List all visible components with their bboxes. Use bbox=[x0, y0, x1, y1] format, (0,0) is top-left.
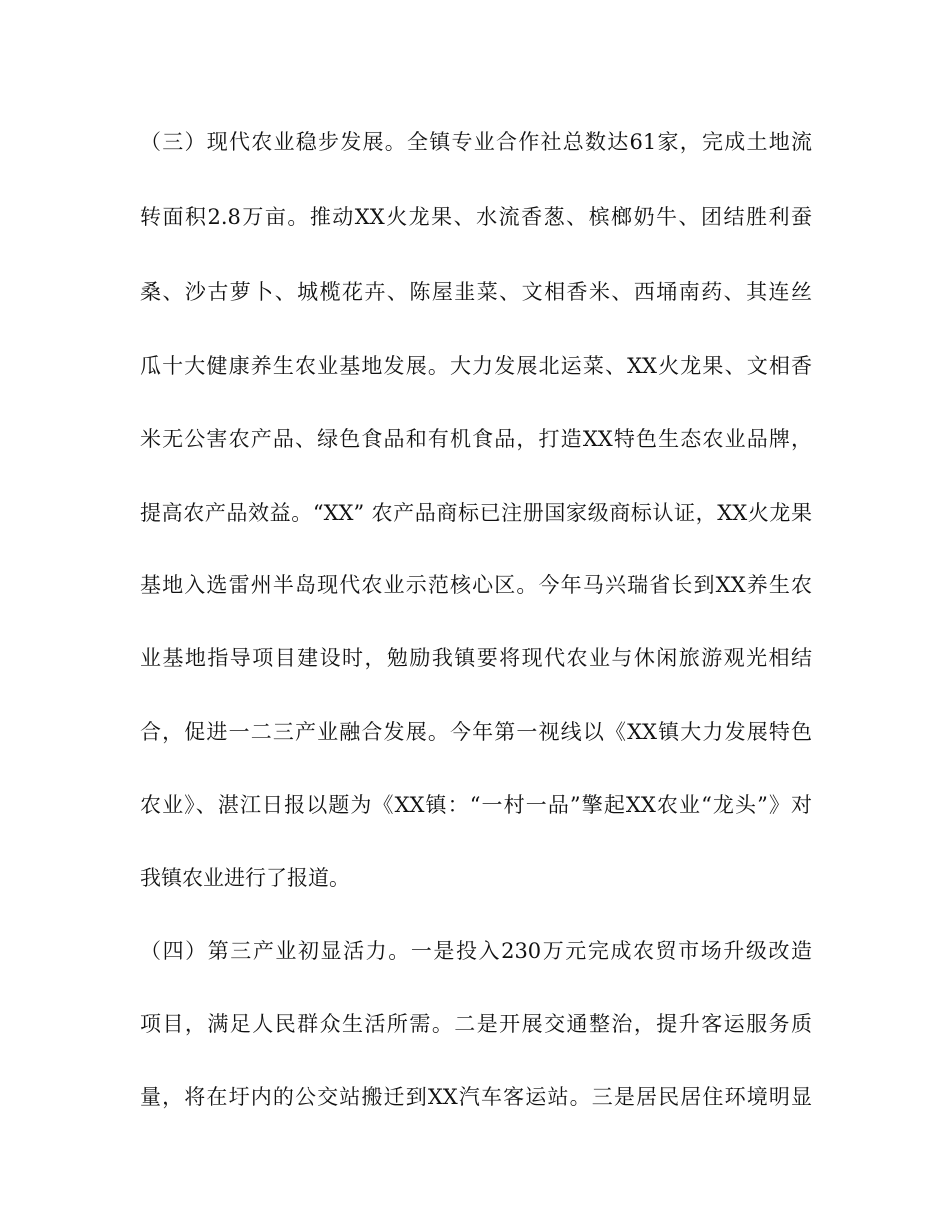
text-line: 项目，满足人民群众生活所需。二是开展交通整治，提升客运服务质 bbox=[140, 1012, 812, 1036]
text-line: 量，将在圩内的公交站搬迁到XX汽车客运站。三是居民居住环境明显 bbox=[140, 1085, 812, 1109]
text-line: 我镇农业进行了报道。 bbox=[140, 866, 350, 890]
text-line: 桑、沙古萝卜、城榄花卉、陈屋韭菜、文相香米、西埇南药、其连丝 bbox=[140, 280, 812, 304]
text-line: 转面积2.8万亩。推动XX火龙果、水流香葱、槟榔奶牛、团结胜利蚕 bbox=[140, 205, 812, 229]
text-line: 合，促进一二三产业融合发展。今年第一视线以《XX镇大力发展特色 bbox=[140, 720, 812, 744]
text-line: 基地入选雷州半岛现代农业示范核心区。今年马兴瑞省长到XX养生农 bbox=[140, 573, 812, 597]
text-line: （四）第三产业初显活力。一是投入230万元完成农贸市场升级改造 bbox=[140, 939, 812, 963]
text-line: 瓜十大健康养生农业基地发展。大力发展北运菜、XX火龙果、文相香 bbox=[140, 354, 812, 378]
text-line: （三）现代农业稳步发展。全镇专业合作社总数达61家，完成土地流 bbox=[140, 130, 812, 154]
text-line: 米无公害农产品、绿色食品和有机食品，打造XX特色生态农业品牌， bbox=[140, 427, 812, 451]
text-line: 业基地指导项目建设时，勉励我镇要将现代农业与休闲旅游观光相结 bbox=[140, 646, 812, 670]
text-line: 农业》、湛江日报以题为《XX镇：“一村一品”擎起XX农业“龙头”》对 bbox=[140, 793, 812, 817]
text-line: 提高农产品效益。“XX” 农产品商标已注册国家级商标认证，XX火龙果 bbox=[140, 501, 812, 525]
